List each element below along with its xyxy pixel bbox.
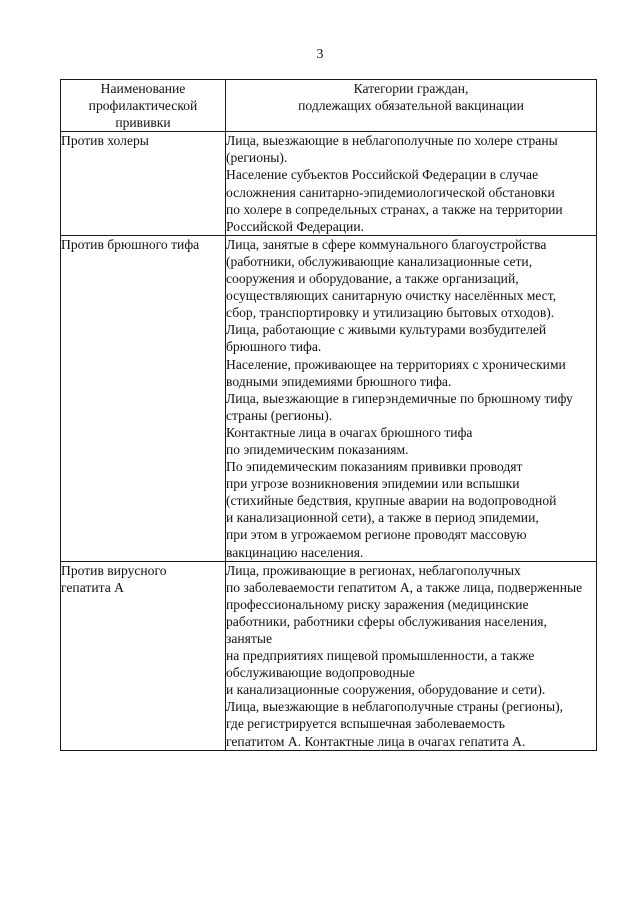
- cell-line: (регионы).: [226, 150, 288, 166]
- cell-line: Лица, выезжающие в неблагополучные по холере страны: [226, 133, 558, 149]
- cell-line: Лица, выезжающие в гиперэндемичные по брюшному тифу: [226, 390, 573, 406]
- cell-line: Население, проживающее на территориях с хроническими: [226, 356, 566, 372]
- cell-line: Население субъектов Российской Федерации в случае: [226, 167, 539, 183]
- vaccination-name-cell: [61, 561, 226, 750]
- table-row-typhoid: [61, 235, 597, 561]
- table-row-hepatitis-a: [61, 561, 597, 750]
- citizen-categories-cell: [226, 235, 597, 561]
- header-line: подлежащих обязательной вакцинации: [298, 98, 524, 114]
- cell-line: при этом в угрожаемом регионе проводят массовую: [226, 527, 527, 543]
- cell-line: осложнения санитарно-эпидемиологической обстановки: [226, 184, 555, 200]
- cell-line: по холере в сопредельных странах, а также на территории: [226, 201, 563, 217]
- table-row-cholera: [61, 132, 597, 236]
- cell-line: по эпидемическим показаниям.: [226, 441, 409, 457]
- header-line: профилактической: [88, 98, 198, 114]
- cell-line: и канализационной сети), а также в период эпидемии,: [226, 510, 539, 526]
- cell-line: Против брюшного тифа: [61, 236, 200, 252]
- cell-line: сооружения и оборудование, а также организаций,: [226, 271, 519, 287]
- cell-line: занятые: [226, 631, 273, 646]
- vaccination-name-cell: [61, 132, 226, 236]
- cell-line: водными эпидемиями брюшного тифа.: [226, 373, 452, 389]
- cell-line: Против холеры: [61, 133, 149, 149]
- cell-line: страны (регионы).: [226, 407, 333, 423]
- citizen-categories-cell: [226, 132, 597, 236]
- cell-line: Российской Федерации.: [226, 218, 364, 234]
- vaccination-table: [60, 79, 597, 751]
- header-vaccination-name: [61, 80, 226, 132]
- vaccination-name-cell: [61, 235, 226, 561]
- cell-line: гепатита А: [61, 579, 124, 595]
- cell-line: Лица, выезжающие в неблагополучные страны (регионы),: [226, 699, 564, 715]
- cell-line: Лица, занятые в сфере коммунального благоустройства: [226, 236, 547, 252]
- cell-line: (работники, обслуживающие канализационные сети,: [226, 253, 533, 269]
- cell-line: (стихийные бедствия, крупные аварии на водопроводной: [226, 493, 557, 509]
- cell-line: и канализационные сооружения, оборудование и сети).: [226, 682, 546, 698]
- cell-line: профессиональному риску заражения (медицинские: [226, 596, 529, 612]
- header-line: прививки: [115, 115, 171, 131]
- cell-line: работники, работники сферы обслуживания населения,: [226, 613, 547, 629]
- cell-line: Контактные лица в очагах брюшного тифа: [226, 424, 473, 440]
- page-number: 3: [316, 47, 324, 62]
- cell-line: осуществляющих санитарную очистку населённых мест,: [226, 288, 557, 304]
- cell-line: Лица, проживающие в регионах, неблагополучных: [226, 562, 521, 578]
- cell-line: при угрозе возникновения эпидемии или вспышки: [226, 476, 520, 492]
- table-header-row: [61, 80, 597, 132]
- header-line: Наименование: [100, 81, 186, 96]
- cell-line: где регистрируется вспышечная заболеваемость: [226, 716, 505, 732]
- cell-line: брюшного тифа.: [226, 339, 322, 355]
- cell-line: Лица, работающие с живыми культурами возбудителей: [226, 322, 547, 338]
- cell-line: вакцинацию населения.: [226, 544, 364, 560]
- cell-line: на предприятиях пищевой промышленности, а также: [226, 648, 535, 664]
- cell-line: Против вирусного: [61, 562, 167, 578]
- cell-line: гепатитом А. Контактные лица в очагах гепатита А.: [226, 733, 526, 749]
- header-citizen-categories: [226, 80, 597, 132]
- header-line: Категории граждан,: [353, 81, 469, 96]
- cell-line: сбор, транспортировку и утилизацию бытовых отходов).: [226, 305, 555, 321]
- citizen-categories-cell: [226, 561, 597, 750]
- cell-line: По эпидемическим показаниям прививки проводят: [226, 459, 523, 475]
- cell-line: обслуживающие водопроводные: [226, 665, 415, 681]
- cell-line: по заболеваемости гепатитом А, а также лица, подверженные: [226, 579, 583, 595]
